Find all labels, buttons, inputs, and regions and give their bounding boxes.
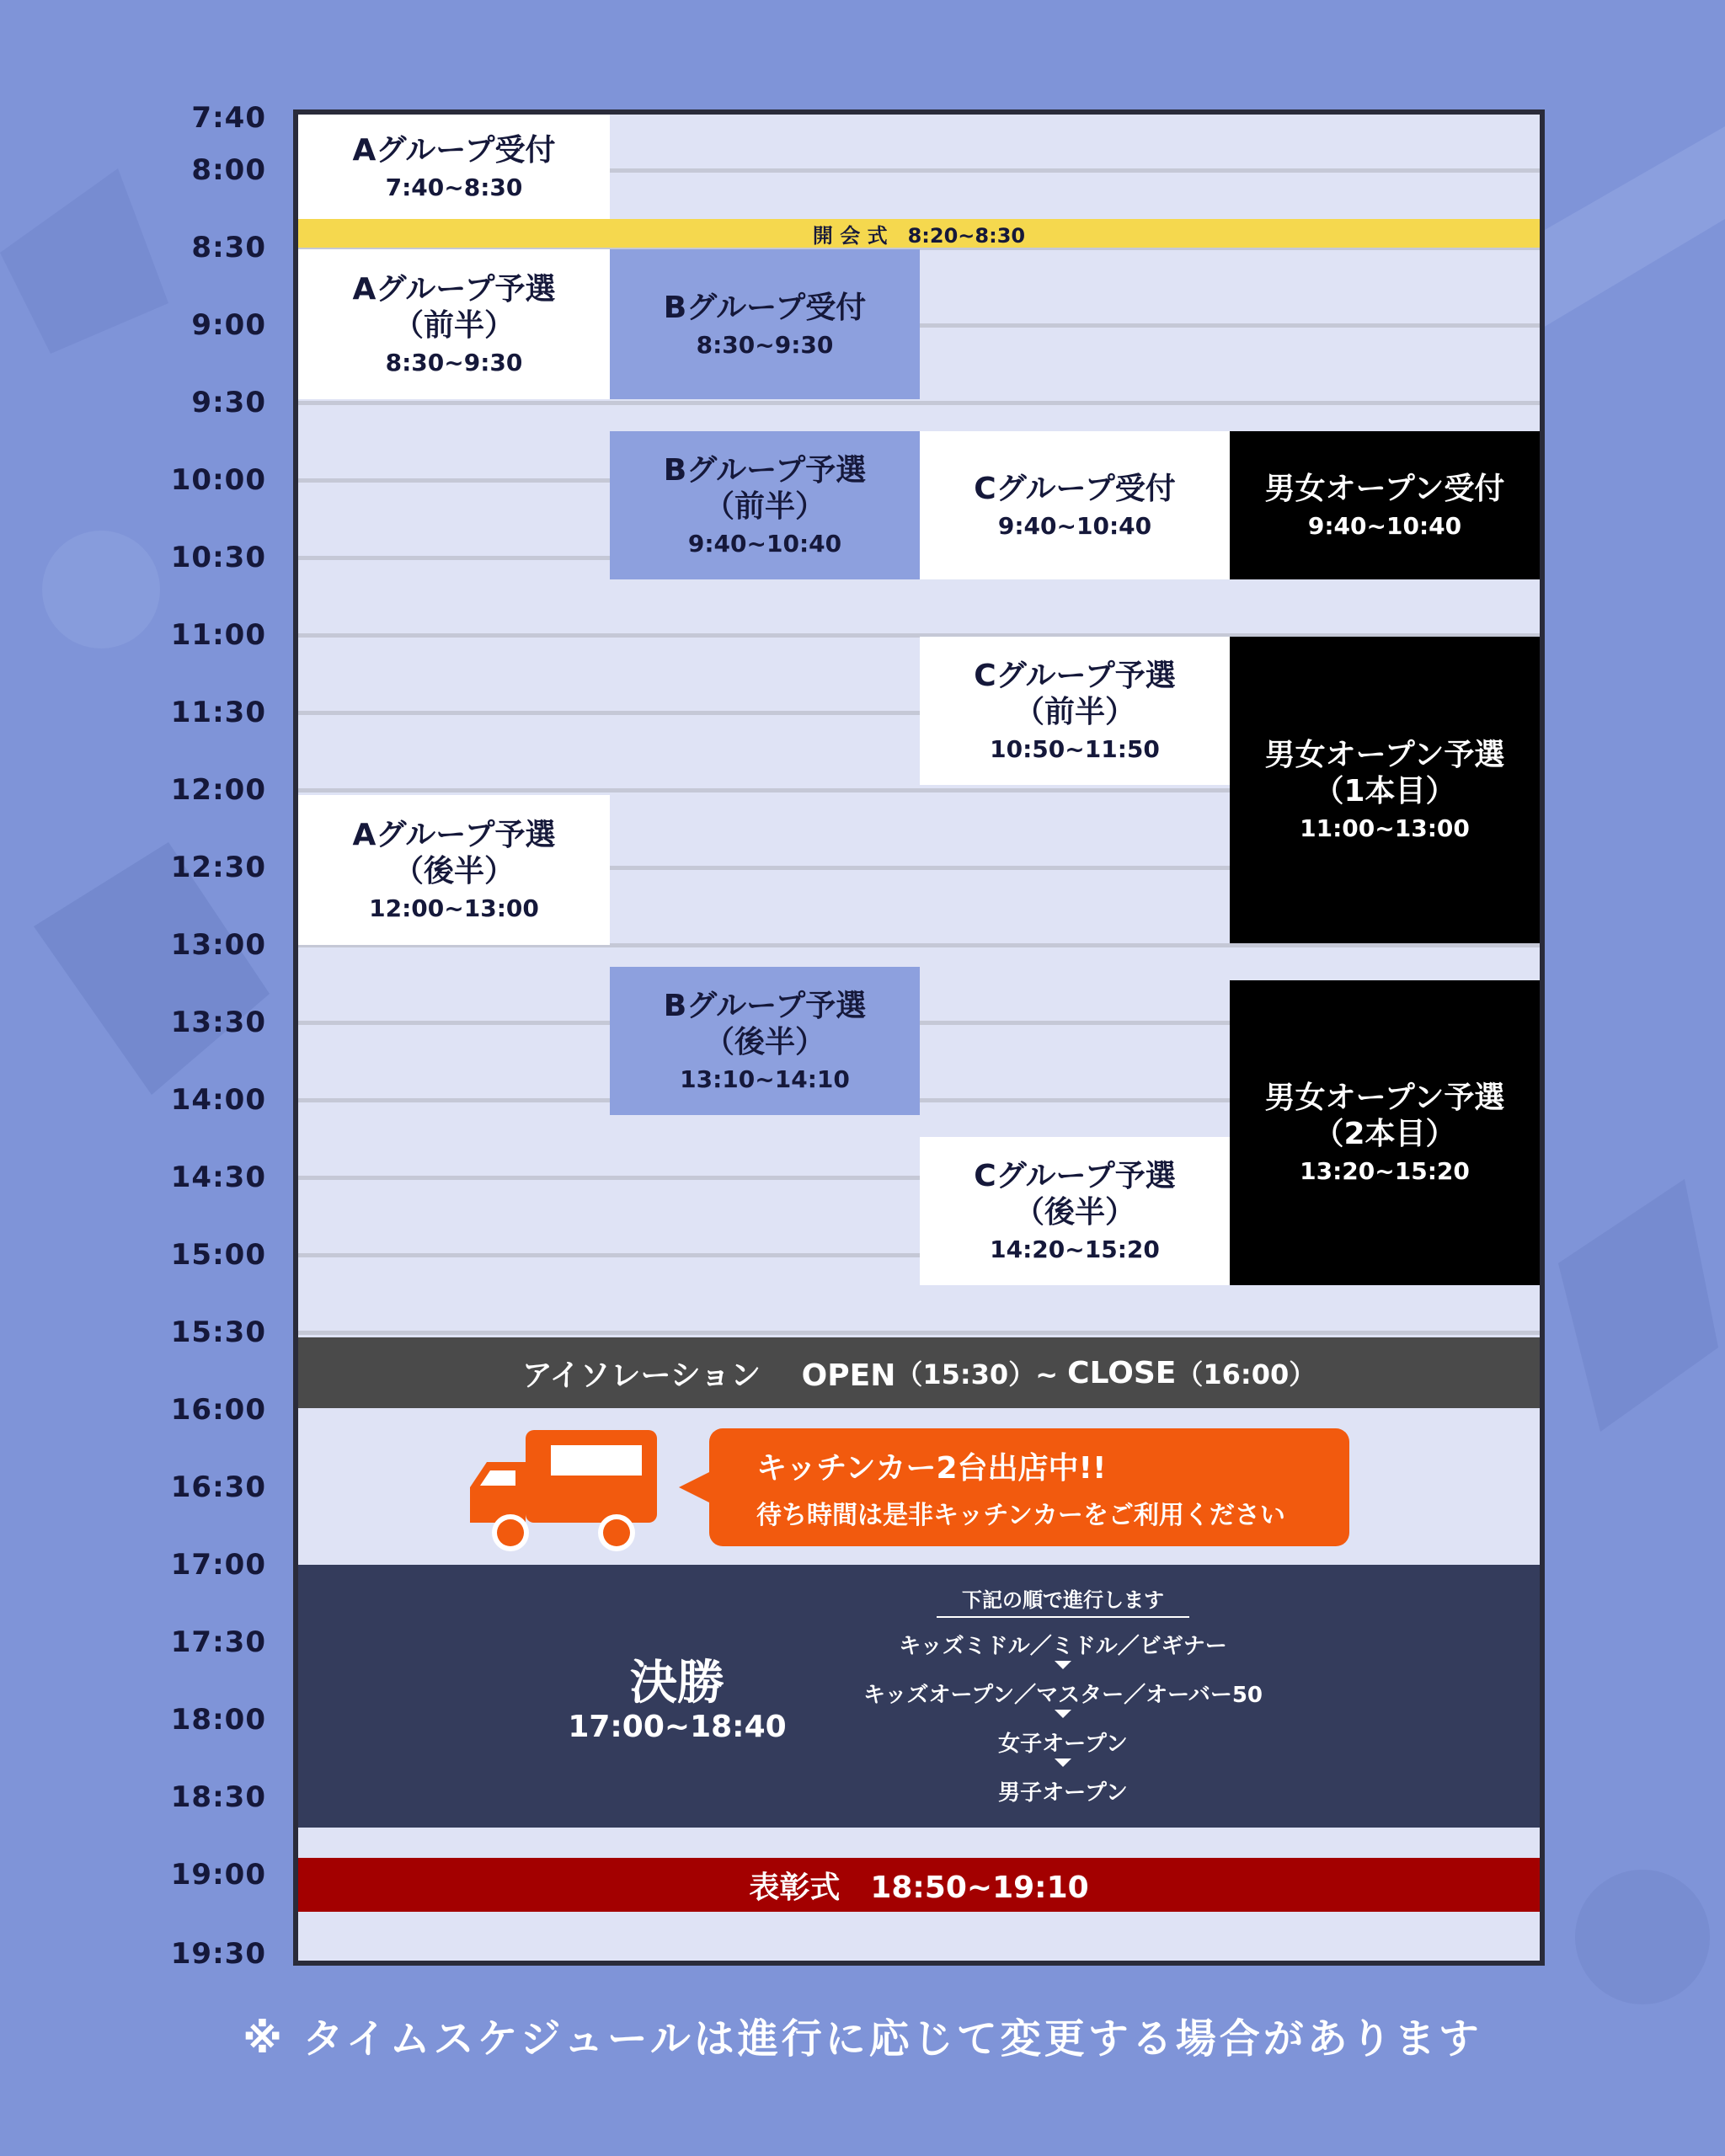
block-time: 13:20~15:20: [1300, 1157, 1470, 1186]
isolation-open-time: （15:30）~: [895, 1358, 1068, 1390]
time-label: 19:00: [170, 1858, 266, 1892]
schedule-change-note: ※ タイムスケジュールは進行に応じて変更する場合があります: [243, 2015, 1482, 2063]
chevron-down-icon: [1055, 1710, 1071, 1718]
block-time: 7:40~8:30: [385, 173, 523, 201]
finals-order-item: 女子オープン: [998, 1732, 1128, 1757]
c-group-reception: [920, 431, 1230, 579]
award-ceremony-band: 表彰式 18:50~19:10: [298, 1858, 1540, 1912]
time-label: 18:00: [170, 1703, 266, 1737]
schedule-panel: [293, 109, 1545, 1966]
kitchen-car-bubble: [709, 1428, 1349, 1546]
c-group-qualifier-first: [920, 637, 1230, 785]
block-time: 12:00~13:00: [369, 894, 539, 923]
isolation-band: [298, 1337, 1540, 1408]
time-label: 18:30: [170, 1780, 266, 1814]
time-label: 15:00: [170, 1238, 266, 1272]
food-truck-icon: [467, 1425, 669, 1563]
block-title: Bグループ予選 （前半）: [663, 453, 867, 525]
block-title: Aグループ予選 （前半）: [352, 272, 556, 344]
block-time: 14:20~15:20: [990, 1235, 1160, 1264]
b-group-qualifier-second: [610, 967, 920, 1115]
finals-order-item: キッズミドル／ミドル／ビギナー: [899, 1634, 1227, 1659]
open-qualifier-1: [1230, 637, 1540, 943]
time-label: 13:30: [170, 1006, 266, 1039]
block-title: Cグループ予選 （後半）: [974, 1159, 1176, 1230]
time-label: 10:30: [170, 541, 266, 574]
open-reception: [1230, 431, 1540, 579]
block-title: Bグループ受付: [663, 290, 867, 325]
time-label: 14:00: [170, 1083, 266, 1117]
finals-order-item: 男子オープン: [998, 1780, 1128, 1806]
kitchen-car-line2: 待ち時間は是非キッチンカーをご利用ください: [756, 1500, 1285, 1530]
time-label: 17:30: [170, 1625, 266, 1659]
finals-time: 17:00~18:40: [568, 1710, 787, 1744]
time-label: 13:00: [170, 928, 266, 962]
time-label: 16:00: [170, 1393, 266, 1427]
time-label: 19:30: [170, 1937, 266, 1971]
time-label: 9:30: [191, 386, 266, 419]
block-time: 13:10~14:10: [680, 1065, 850, 1094]
time-label: 11:00: [170, 618, 266, 652]
finals-order-heading: 下記の順で進行します: [937, 1583, 1189, 1618]
speech-bubble-tail: [679, 1462, 713, 1513]
isolation-close-label: CLOSE: [1067, 1355, 1177, 1390]
block-title: 男女オープン予選 （1本目）: [1264, 738, 1505, 809]
kitchen-car-line1: キッチンカー2台出店中!!: [756, 1450, 1107, 1486]
block-title: Aグループ受付: [352, 132, 556, 168]
block-time: 11:00~13:00: [1300, 814, 1470, 843]
block-time: 9:40~10:40: [1307, 511, 1462, 540]
time-label: 9:00: [191, 308, 266, 342]
block-title: 男女オープン予選 （2本目）: [1264, 1081, 1505, 1152]
time-label: 14:30: [170, 1161, 266, 1194]
time-label: 10:00: [170, 463, 266, 497]
block-title: Cグループ予選 （前半）: [974, 659, 1176, 730]
block-title: 男女オープン受付: [1264, 471, 1505, 506]
a-group-reception: [298, 115, 610, 219]
time-label: 8:30: [191, 231, 266, 264]
gridline: [298, 1331, 1540, 1335]
block-time: 9:40~10:40: [687, 530, 842, 558]
block-time: 9:40~10:40: [997, 511, 1152, 540]
finals-order-item: キッズオープン／マスター／オーバー50: [862, 1683, 1263, 1708]
isolation-open-label: アイソレーション OPEN: [521, 1358, 896, 1393]
block-title: Bグループ予選 （後半）: [663, 989, 867, 1060]
time-label: 8:00: [191, 153, 266, 187]
time-label: 12:00: [170, 773, 266, 807]
open-qualifier-2: [1230, 980, 1540, 1285]
finals-section: [298, 1565, 1540, 1828]
a-group-qualifier-first: [298, 249, 610, 399]
c-group-qualifier-second: [920, 1137, 1230, 1285]
isolation-close-time: （16:00）: [1176, 1358, 1316, 1390]
b-group-reception: [610, 249, 920, 399]
time-label: 11:30: [170, 696, 266, 729]
time-label: 12:30: [170, 851, 266, 884]
b-group-qualifier-first: [610, 431, 920, 579]
block-time: 8:30~9:30: [696, 330, 834, 359]
block-title: Aグループ予選 （後半）: [352, 818, 556, 889]
gridline: [298, 401, 1540, 405]
chevron-down-icon: [1055, 1758, 1071, 1767]
a-group-qualifier-second: [298, 795, 610, 945]
block-time: 8:30~9:30: [385, 349, 523, 377]
time-label: 15:30: [170, 1315, 266, 1349]
block-title: Cグループ受付: [974, 471, 1176, 506]
time-label: 16:30: [170, 1470, 266, 1504]
time-label: 7:40: [191, 101, 266, 135]
time-label: 17:00: [170, 1548, 266, 1582]
finals-title: 決勝: [630, 1656, 724, 1710]
opening-ceremony-band: 開 会 式 8:20~8:30: [298, 219, 1540, 248]
chevron-down-icon: [1055, 1661, 1071, 1669]
block-time: 10:50~11:50: [990, 735, 1160, 764]
